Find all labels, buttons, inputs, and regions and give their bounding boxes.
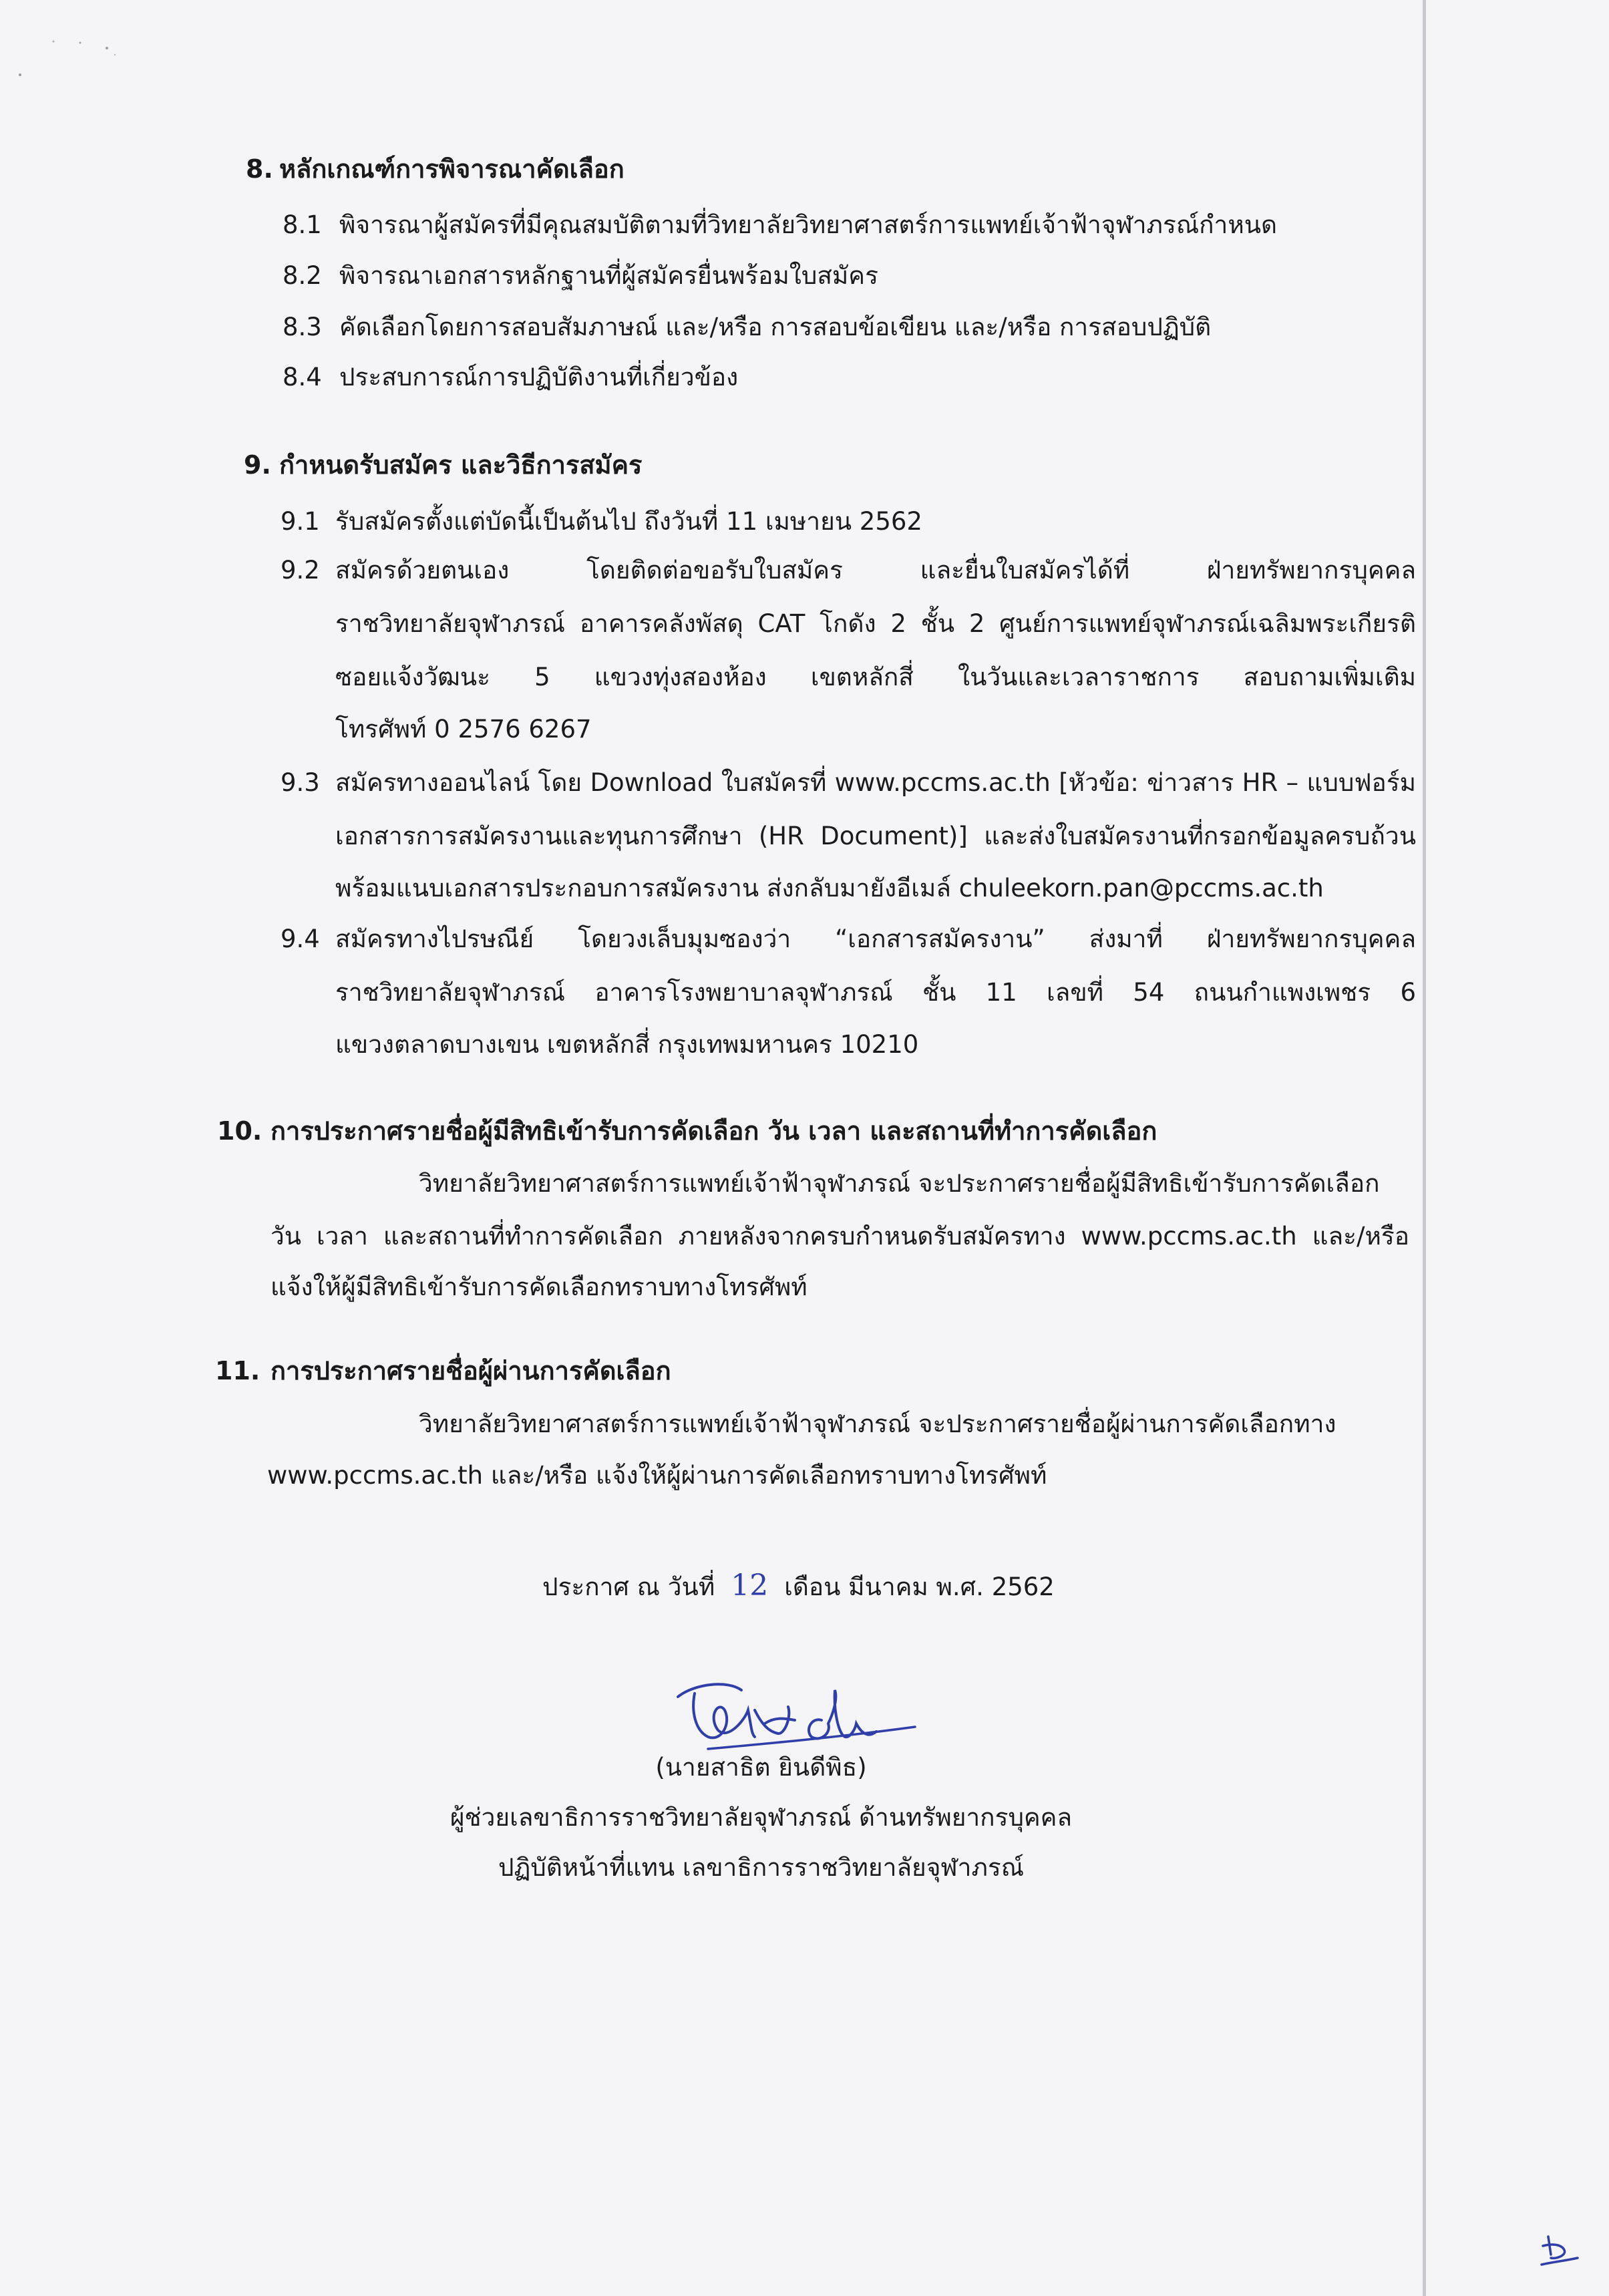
item-9-4-number: 9.4	[281, 925, 320, 953]
item-9-2-number: 9.2	[281, 556, 320, 585]
section-10-line-2: วัน เวลา และสถานที่ทำการคัดเลือก ภายหลังจากครบกำหนดรับสมัครทาง www.pccms.ac.th และ/หรือ	[271, 1222, 1409, 1251]
signature	[668, 1670, 935, 1764]
section-10-number: 10.	[217, 1116, 262, 1146]
item-8-2-number: 8.2	[283, 261, 322, 290]
section-9-number: 9.	[244, 450, 271, 480]
item-9-1-number: 9.1	[281, 507, 320, 536]
item-8-3-text: คัดเลือกโดยการสอบสัมภาษณ์ และ/หรือ การสอบข้อเขียน และ/หรือ การสอบปฏิบัติ	[339, 313, 1212, 341]
signatory-position-1: ผู้ช่วยเลขาธิการราชวิทยาลัยจุฬาภรณ์ ด้านทรัพยากรบุคคล	[450, 1803, 1073, 1832]
signatory-position-2: ปฏิบัติหน้าที่แทน เลขาธิการราชวิทยาลัยจุฬาภรณ์	[498, 1853, 1025, 1882]
item-9-2-line-3: ซอยแจ้งวัฒนะ 5 แขวงทุ่งสองห้อง เขตหลักสี่ ในวันและเวลาราชการ สอบถามเพิ่มเติม	[335, 663, 1416, 691]
section-10-line-1: วิทยาลัยวิทยาศาสตร์การแพทย์เจ้าฟ้าจุฬาภรณ์ จะประกาศรายชื่อผู้มีสิทธิเข้ารับการคัดเลือก	[419, 1169, 1380, 1198]
announcement-day: 12	[731, 1569, 769, 1603]
section-8-title: หลักเกณฑ์การพิจารณาคัดเลือก	[279, 154, 624, 184]
section-11-line-1: วิทยาลัยวิทยาศาสตร์การแพทย์เจ้าฟ้าจุฬาภรณ์ จะประกาศรายชื่อผู้ผ่านการคัดเลือกทาง	[419, 1410, 1336, 1438]
announcement-suffix: เดือน มีนาคม พ.ศ. 2562	[784, 1573, 1055, 1601]
item-9-4-line-2: ราชวิทยาลัยจุฬาภรณ์ อาคารโรงพยาบาลจุฬาภรณ์ ชั้น 11 เลขที่ 54 ถนนกำแพงเพชร 6	[335, 978, 1416, 1007]
corner-initial-mark	[1536, 2231, 1583, 2271]
item-9-4-line-1: สมัครทางไปรษณีย์ โดยวงเล็บมุมซองว่า “เอกสารสมัครงาน” ส่งมาที่ ฝ่ายทรัพยากรบุคคล	[335, 925, 1416, 953]
item-9-3-line-3: พร้อมแนบเอกสารประกอบการสมัครงาน ส่งกลับมายังอีเมล์ chuleekorn.pan@pccms.ac.th	[335, 874, 1324, 903]
item-9-4-line-3: แขวงตลาดบางเขน เขตหลักสี่ กรุงเทพมหานคร 10210	[335, 1030, 919, 1059]
section-10-title: การประกาศรายชื่อผู้มีสิทธิเข้ารับการคัดเลือก วัน เวลา และสถานที่ทำการคัดเลือก	[271, 1116, 1157, 1146]
item-9-2-line-4: โทรศัพท์ 0 2576 6267	[335, 715, 592, 744]
item-9-1-text: รับสมัครตั้งแต่บัดนี้เป็นต้นไป ถึงวันที่ 11 เมษายน 2562	[335, 507, 922, 536]
item-9-3-line-2: เอกสารการสมัครงานและทุนการศึกษา (HR Document)] และส่งใบสมัครงานที่กรอกข้อมูลครบถ้วน	[335, 822, 1416, 850]
section-11-number: 11.	[215, 1356, 260, 1385]
item-9-3-line-1: สมัครทางออนไลน์ โดย Download ใบสมัครที่ www.pccms.ac.th [หัวข้อ: ข่าวสาร HR – แบบฟอร์ม	[335, 768, 1416, 797]
item-8-1-text: พิจารณาผู้สมัครที่มีคุณสมบัติตามที่วิทยาลัยวิทยาศาสตร์การแพทย์เจ้าฟ้าจุฬาภรณ์กำหนด	[339, 210, 1278, 239]
announcement-date	[542, 1570, 1055, 1603]
signatory-name: (นายสาธิต ยินดีพิธ)	[655, 1753, 867, 1782]
announcement-prefix: ประกาศ ณ วันที่	[542, 1573, 715, 1601]
item-8-2-text: พิจารณาเอกสารหลักฐานที่ผู้สมัครยื่นพร้อมใบสมัคร	[339, 261, 878, 290]
section-11-line-2: www.pccms.ac.th และ/หรือ แจ้งให้ผู้ผ่านการคัดเลือกทราบทางโทรศัพท์	[267, 1461, 1047, 1490]
item-9-3-number: 9.3	[281, 768, 320, 797]
item-8-4-text: ประสบการณ์การปฏิบัติงานที่เกี่ยวข้อง	[339, 363, 739, 391]
section-10-line-3: แจ้งให้ผู้มีสิทธิเข้ารับการคัดเลือกทราบทางโทรศัพท์	[271, 1273, 808, 1301]
item-9-2-line-2: ราชวิทยาลัยจุฬาภรณ์ อาคารคลังพัสดุ CAT โกดัง 2 ชั้น 2 ศูนย์การแพทย์จุฬาภรณ์เฉลิมพระเกียรติ	[335, 609, 1416, 638]
item-8-4-number: 8.4	[283, 363, 322, 391]
section-9-title: กำหนดรับสมัคร และวิธีการสมัคร	[279, 450, 643, 480]
item-8-3-number: 8.3	[283, 313, 322, 341]
item-9-2-line-1: สมัครด้วยตนเอง โดยติดต่อขอรับใบสมัคร และยื่นใบสมัครได้ที่ ฝ่ายทรัพยากรบุคคล	[335, 556, 1416, 585]
section-8-number: 8.	[246, 154, 273, 184]
item-8-1-number: 8.1	[283, 210, 322, 239]
section-11-title: การประกาศรายชื่อผู้ผ่านการคัดเลือก	[271, 1356, 671, 1385]
